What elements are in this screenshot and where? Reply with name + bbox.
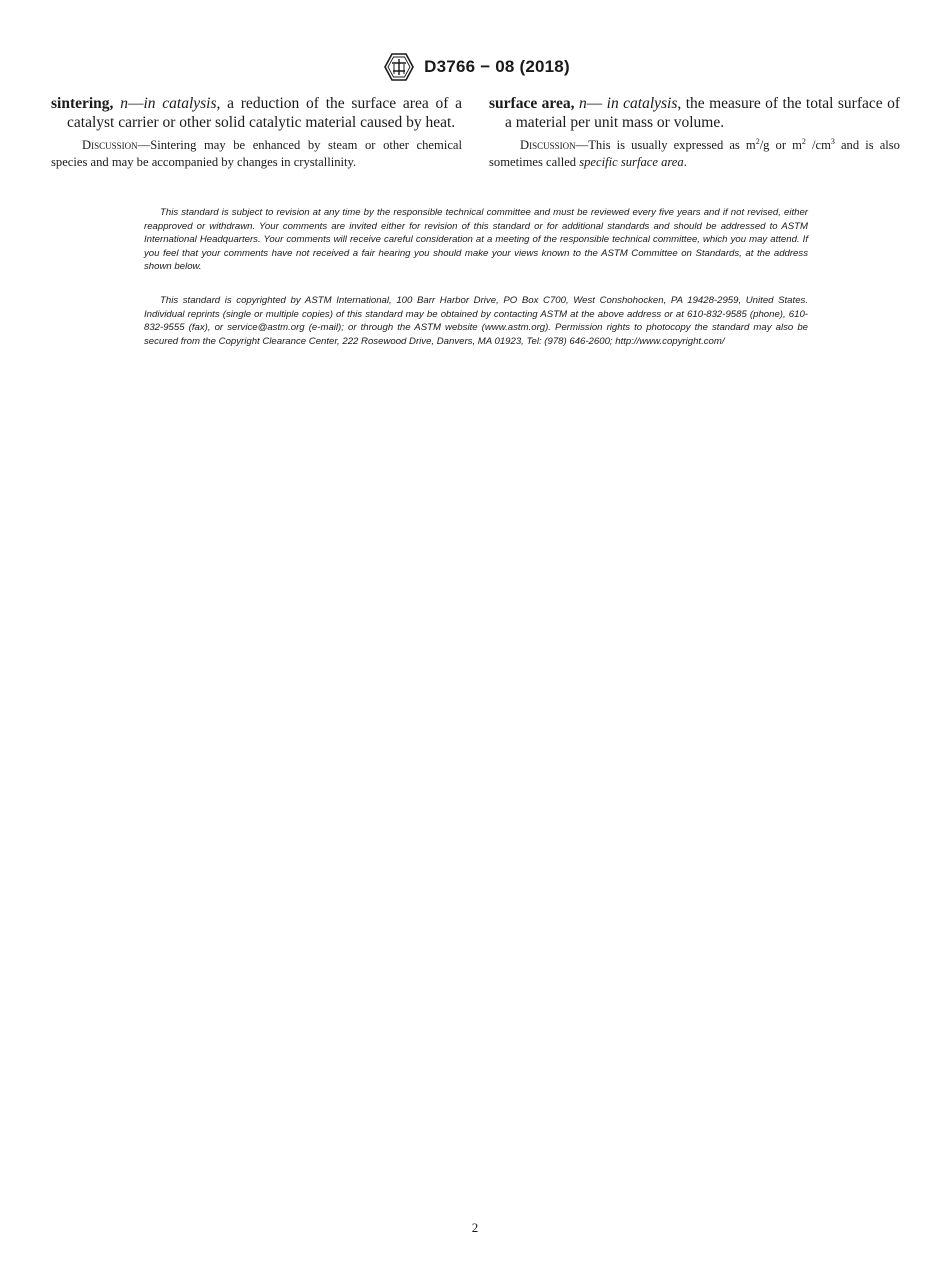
right-column <box>489 94 900 171</box>
part-of-speech: n <box>120 95 128 112</box>
page-number: 2 <box>471 1220 479 1235</box>
discussion-label: Discussion <box>82 138 138 152</box>
discussion-note <box>51 137 462 171</box>
superscript: 3 <box>830 137 835 146</box>
term-definition-text: , the measure of the total surface of a material per unit mass or volume. <box>505 95 901 131</box>
page-header <box>0 50 950 84</box>
discussion-italic-term: specific surface area <box>579 155 684 169</box>
term-name: sintering, <box>51 95 114 112</box>
astm-logo-icon <box>380 50 418 84</box>
term-dash: — <box>127 95 144 112</box>
discussion-label: Discussion <box>520 138 576 152</box>
term-dash: — <box>586 95 607 112</box>
discussion-text: —Sintering may be enhanced by steam or other chemical species and may be accompanied by changes in crystallinity. <box>51 138 462 169</box>
discussion-note <box>489 137 900 171</box>
discussion-text: —This is usually expressed as m <box>575 138 756 152</box>
discussion-text: /g or m <box>759 138 802 152</box>
term-definition-text: , a reduction of the surface area of a catalyst carrier or other solid catalytic material caused by heat. <box>67 95 463 131</box>
term-definition-surface-area <box>489 94 900 132</box>
part-of-speech: n <box>578 95 587 112</box>
superscript: 2 <box>755 137 760 146</box>
discussion-text: . <box>683 155 687 169</box>
standard-designation: D3766 − 08 (2018) <box>424 57 570 76</box>
term-name: surface area, <box>489 95 575 112</box>
term-context: in catalysis <box>606 95 678 112</box>
discussion-text: /cm <box>805 138 831 152</box>
left-column <box>51 94 462 171</box>
revision-notice: This standard is subject to revision at any time by the responsible technical committee and must be reviewed every five years and if not revised, either reapproved or withdrawn. Your comments are invited either for revision of this standard or for additional standards and should be addressed to ASTM International Headquarters. Your comments will receive careful consideration at a meeting of the responsible technical committee, which you may attend. If you feel that your comments have not received a fair hearing you should make your views known to the ASTM Committee on Standards, at the address shown below. <box>144 207 808 273</box>
discussion-text: and is also sometimes called <box>489 138 900 169</box>
copyright-notice: This standard is copyrighted by ASTM International, 100 Barr Harbor Drive, PO Box C700, West Conshohocken, PA 19428-2959, United States. Individual reprints (single or multiple copies) of this standard may be obtained by contacting ASTM at the above address or at 610-832-9585 (phone), 610-832-9555 (fax), or service@astm.org (e-mail); or through the ASTM website (www.astm.org). Permission rights to photocopy the standard may also be secured from the Copyright Clearance Center, 222 Rosewood Drive, Danvers, MA 01923, Tel: (978) 646-2600; http://www.copyright.com/ <box>144 295 808 347</box>
superscript: 2 <box>801 137 806 146</box>
term-context: in catalysis <box>143 95 217 112</box>
term-definition-sintering <box>51 94 462 132</box>
